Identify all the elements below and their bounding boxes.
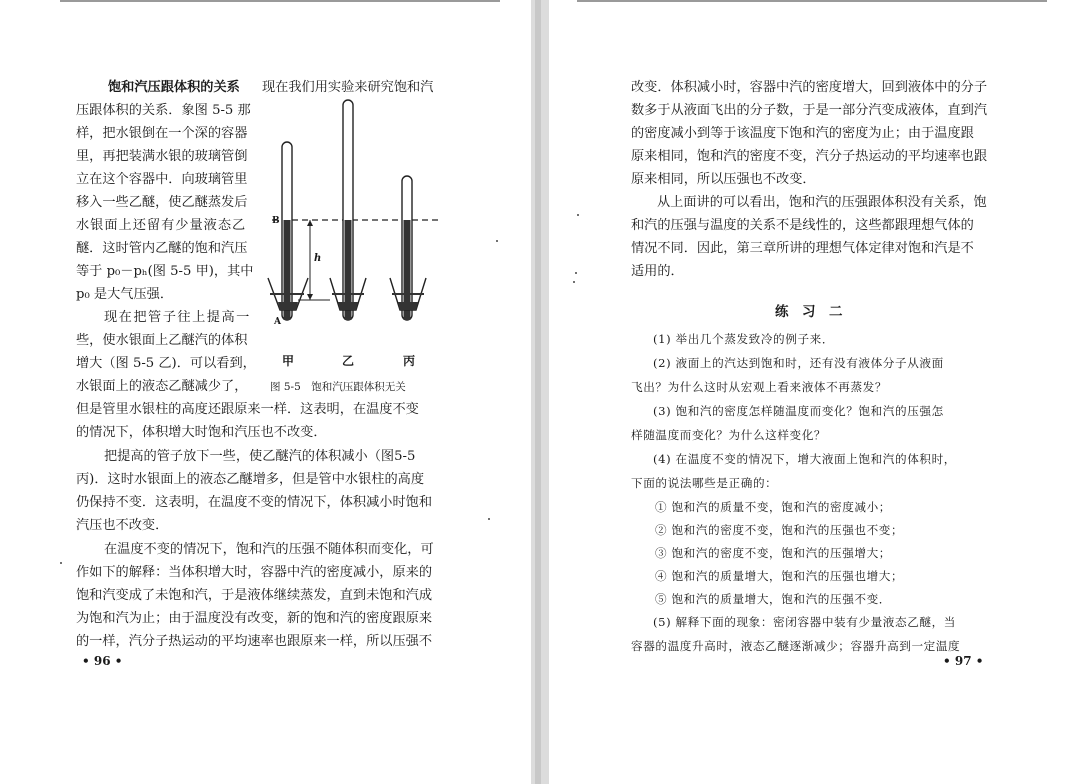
top-rule bbox=[60, 0, 500, 2]
paragraph-line: 醚．这时管内乙醚的饱和汽压 bbox=[76, 241, 248, 256]
paragraph-line: 立在这个容器中．向玻璃管里 bbox=[76, 172, 248, 187]
mark-a: A bbox=[274, 317, 281, 327]
paragraph-line: 从上面讲的可以看出，饱和汽的压强跟体积没有关系，饱 bbox=[657, 195, 987, 210]
book-gutter bbox=[531, 0, 549, 784]
paragraph-line: 水银面上还留有少量液态乙 bbox=[76, 218, 247, 233]
tube-diagram bbox=[260, 70, 440, 370]
paragraph-line: 水银面上的液态乙醚减少了， bbox=[76, 379, 248, 394]
scan-speck bbox=[60, 562, 62, 564]
paragraph-line: p₀ 是大气压强． bbox=[76, 287, 174, 302]
paragraph-line: 和汽的压强与温度的关系不是线性的，这些都跟理想气体的 bbox=[631, 218, 974, 233]
right-page bbox=[549, 0, 1080, 784]
exercise-option: ⑤ 饱和汽的质量增大，饱和汽的压强不变． bbox=[655, 592, 891, 606]
paragraph-line: 增大（图 5-5 乙)．可以看到， bbox=[76, 356, 256, 371]
scan-speck bbox=[575, 272, 577, 274]
paragraph-line: 原来相同，所以压强也不改变． bbox=[631, 172, 816, 187]
paragraph-line: 样，把水银倒在一个深的容器 bbox=[76, 126, 248, 141]
paragraph-line: 压跟体积的关系．象图 5-5 那 bbox=[76, 103, 251, 118]
paragraph-line: 丙)．这时水银面上的液态乙醚增多，但是管中水银柱的高度 bbox=[76, 472, 425, 487]
exercise-line: (2) 液面上的汽达到饱和时，还有没有液体分子从液面 bbox=[653, 356, 944, 370]
paragraph-line: 些，使水银面上乙醚汽的体积 bbox=[76, 333, 248, 348]
paragraph-line: 里，再把装满水银的玻璃管倒 bbox=[76, 149, 248, 164]
exercise-line: 容器的温度升高时，液态乙醚逐渐减少；容器升高到一定温度 bbox=[631, 639, 961, 653]
scan-speck bbox=[573, 281, 575, 283]
paragraph-line: 在温度不变的情况下，饱和汽的压强不随体积而变化，可 bbox=[104, 542, 434, 557]
exercise-line: (4) 在温度不变的情况下，增大液面上饱和汽的体积时， bbox=[653, 452, 956, 466]
scan-speck bbox=[488, 518, 490, 520]
page-number: • 96 • bbox=[82, 654, 123, 668]
page-number: • 97 • bbox=[943, 654, 984, 668]
exercise-line: 下面的说法哪些是正确的： bbox=[631, 476, 778, 490]
paragraph-line: 现在把管子往上提高一 bbox=[104, 310, 251, 325]
figure-label-yi: 乙 bbox=[342, 354, 355, 368]
left-page bbox=[0, 0, 531, 784]
paragraph-line: 数多于从液面飞出的分子数，于是一部分汽变成液体，直到汽 bbox=[631, 103, 988, 118]
paragraph-line: 移入一些乙醚，使乙醚蒸发后 bbox=[76, 195, 248, 210]
paragraph-line: 的密度减小到等于该温度下饱和汽的密度为止；由于温度跟 bbox=[631, 126, 974, 141]
figure-label-bing: 丙 bbox=[403, 354, 416, 368]
paragraph-line: 把提高的管子放下一些，使乙醚汽的体积减小（图5-5 bbox=[104, 449, 416, 464]
exercise-line: (1) 举出几个蒸发致冷的例子来． bbox=[653, 332, 835, 346]
paragraph-line: 仍保持不变．这表明，在温度不变的情况下，体积减小时饱和 bbox=[76, 495, 433, 510]
paragraph-line: 的情况下，体积增大时饱和汽压也不改变． bbox=[76, 425, 327, 440]
exercise-option: ③ 饱和汽的密度不变，饱和汽的压强增大； bbox=[655, 546, 891, 560]
paragraph-line: 情况不同．因此，第三章所讲的理想气体定律对饱和汽是不 bbox=[631, 241, 974, 256]
exercise-option: ① 饱和汽的质量不变，饱和汽的密度减小； bbox=[655, 500, 891, 514]
figure-5-5 bbox=[260, 70, 440, 370]
mark-b: B bbox=[272, 216, 280, 226]
mark-h: h bbox=[314, 253, 322, 264]
paragraph-line: 为饱和汽为止；由于温度没有改变，新的饱和汽的密度跟原来 bbox=[76, 611, 433, 626]
section-heading: 饱和汽压跟体积的关系 bbox=[108, 80, 240, 95]
exercise-line: 样随温度而变化？为什么这样变化？ bbox=[631, 428, 827, 442]
paragraph-line: 等于 p₀－pₕ(图 5-5 甲)，其中 bbox=[76, 264, 254, 279]
exercise-title: 练 习 二 bbox=[775, 304, 843, 320]
paragraph-line: 汽压也不改变． bbox=[76, 518, 169, 533]
paragraph-line: 作如下的解释：当体积增大时，容器中汽的密度减小，原来的 bbox=[76, 565, 433, 580]
exercise-option: ② 饱和汽的密度不变，饱和汽的压强也不变； bbox=[655, 523, 904, 537]
exercise-line: (5) 解释下面的现象：密闭容器中装有少量液态乙醚，当 bbox=[653, 615, 956, 629]
paragraph-line: 饱和汽变成了未饱和汽，于是液体继续蒸发，直到未饱和汽成 bbox=[76, 588, 433, 603]
paragraph-line: 改变．体积减小时，容器中汽的密度增大，回到液体中的分子 bbox=[631, 80, 988, 95]
paragraph-line: 适用的． bbox=[631, 264, 684, 279]
scan-speck bbox=[577, 214, 579, 216]
scan-speck bbox=[496, 240, 498, 242]
figure-caption: 图 5-5 饱和汽压跟体积无关 bbox=[270, 381, 406, 393]
paragraph-line: 的一样，汽分子热运动的平均速率也跟原来一样，所以压强不 bbox=[76, 634, 433, 649]
figure-label-jia: 甲 bbox=[282, 354, 295, 368]
paragraph-line: 但是管里水银柱的高度还跟原来一样．这表明，在温度不变 bbox=[76, 402, 419, 417]
exercise-line: (3) 饱和汽的密度怎样随温度而变化？饱和汽的压强怎 bbox=[653, 404, 944, 418]
paragraph-line: 现在我们用实验来研究饱和汽 bbox=[262, 80, 434, 95]
exercise-option: ④ 饱和汽的质量增大，饱和汽的压强也增大； bbox=[655, 569, 904, 583]
paragraph-line: 原来相同，饱和汽的密度不变，汽分子热运动的平均速率也跟 bbox=[631, 149, 988, 164]
exercise-line: 飞出？为什么这时从宏观上看来液体不再蒸发？ bbox=[631, 380, 888, 394]
top-rule bbox=[577, 0, 1047, 2]
